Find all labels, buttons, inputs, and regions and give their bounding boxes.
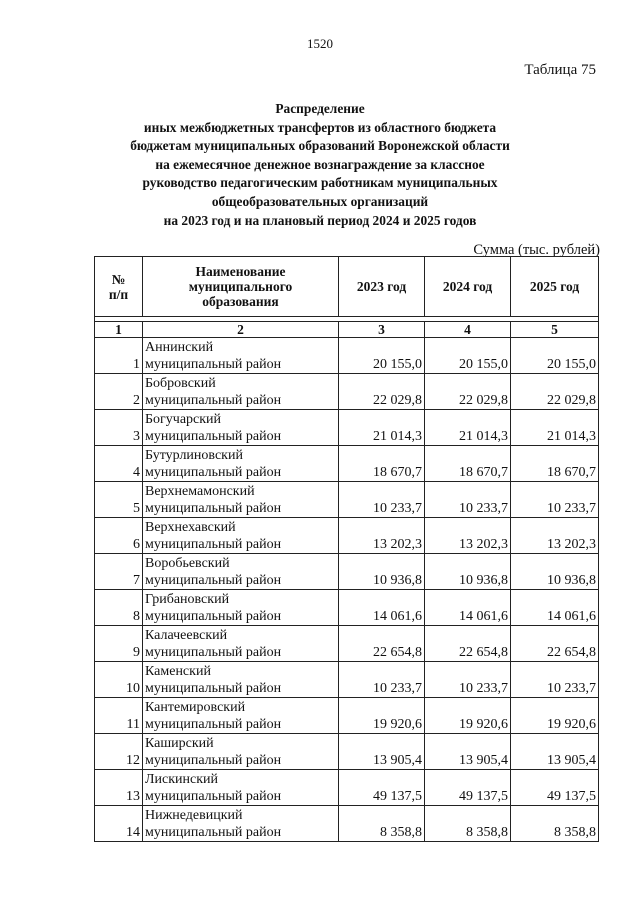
header-2024: 2024 год (425, 257, 511, 317)
amount-2024: 20 155,0 (425, 338, 511, 374)
row-number: 2 (95, 374, 143, 410)
amount-2023: 20 155,0 (339, 338, 425, 374)
amount-2023: 19 920,6 (339, 698, 425, 734)
amount-2024: 21 014,3 (425, 410, 511, 446)
amount-2025: 10 936,8 (511, 554, 599, 590)
amount-2023: 14 061,6 (339, 590, 425, 626)
amount-2024: 14 061,6 (425, 590, 511, 626)
municipality-name: Богучарский муниципальный район (143, 410, 339, 446)
row-number: 7 (95, 554, 143, 590)
amount-2023: 13 905,4 (339, 734, 425, 770)
amount-2025: 10 233,7 (511, 662, 599, 698)
table-body (95, 338, 599, 842)
municipality-name: Верхнемамонский муниципальный район (143, 482, 339, 518)
amount-2023: 22 654,8 (339, 626, 425, 662)
municipality-name: Каменский муниципальный район (143, 662, 339, 698)
row-number: 13 (95, 770, 143, 806)
column-number: 1 (95, 322, 143, 338)
amount-2023: 8 358,8 (339, 806, 425, 842)
table-row (95, 626, 599, 662)
column-number-row (95, 322, 599, 338)
title-line: на ежемесячное денежное вознаграждение за классное (155, 156, 485, 172)
row-number: 8 (95, 590, 143, 626)
amount-2025: 21 014,3 (511, 410, 599, 446)
amount-2023: 22 029,8 (339, 374, 425, 410)
amount-2025: 22 029,8 (511, 374, 599, 410)
table-row (95, 662, 599, 698)
amount-2024: 22 029,8 (425, 374, 511, 410)
row-number: 12 (95, 734, 143, 770)
amount-2025: 13 202,3 (511, 518, 599, 554)
amount-2024: 18 670,7 (425, 446, 511, 482)
row-number: 11 (95, 698, 143, 734)
title-line: на 2023 год и на плановый период 2024 и 2025 годов (163, 212, 477, 228)
row-number: 9 (95, 626, 143, 662)
document-title (60, 100, 580, 230)
amount-2023: 18 670,7 (339, 446, 425, 482)
table-row (95, 734, 599, 770)
column-number: 2 (143, 322, 339, 338)
amount-2025: 10 233,7 (511, 482, 599, 518)
amount-2025: 19 920,6 (511, 698, 599, 734)
amount-2025: 20 155,0 (511, 338, 599, 374)
table-header-row (95, 257, 599, 317)
header-name: Наименование муниципального образования (143, 257, 339, 317)
amount-2023: 21 014,3 (339, 410, 425, 446)
row-number: 6 (95, 518, 143, 554)
amount-2023: 49 137,5 (339, 770, 425, 806)
municipality-name: Аннинский муниципальный район (143, 338, 339, 374)
row-number: 3 (95, 410, 143, 446)
table-row (95, 770, 599, 806)
table-row (95, 446, 599, 482)
table-row (95, 806, 599, 842)
table-row (95, 374, 599, 410)
amount-2024: 10 233,7 (425, 482, 511, 518)
amount-2025: 49 137,5 (511, 770, 599, 806)
municipality-name: Бобровский муниципальный район (143, 374, 339, 410)
title-line: руководство педагогическим работникам муниципальных (142, 175, 498, 191)
column-number: 4 (425, 322, 511, 338)
municipality-name: Бутурлиновский муниципальный район (143, 446, 339, 482)
title-line: иных межбюджетных трансфертов из областного бюджета (143, 119, 497, 135)
header-num: № п/п (95, 257, 143, 317)
table-row (95, 410, 599, 446)
amount-2024: 22 654,8 (425, 626, 511, 662)
title-line: Распределение (275, 101, 365, 116)
units-label: Сумма (тыс. рублей) (473, 242, 600, 258)
column-number: 5 (511, 322, 599, 338)
table-row (95, 554, 599, 590)
row-number: 14 (95, 806, 143, 842)
municipality-name: Кантемировский муниципальный район (143, 698, 339, 734)
row-number: 10 (95, 662, 143, 698)
amount-2025: 14 061,6 (511, 590, 599, 626)
amount-2023: 13 202,3 (339, 518, 425, 554)
amount-2024: 19 920,6 (425, 698, 511, 734)
table-row (95, 338, 599, 374)
table-row (95, 518, 599, 554)
municipality-name: Грибановский муниципальный район (143, 590, 339, 626)
table-row (95, 698, 599, 734)
amount-2023: 10 233,7 (339, 482, 425, 518)
row-number: 5 (95, 482, 143, 518)
column-number: 3 (339, 322, 425, 338)
municipality-name: Верхнехавский муниципальный район (143, 518, 339, 554)
amount-2024: 13 905,4 (425, 734, 511, 770)
row-number: 4 (95, 446, 143, 482)
municipality-name: Нижнедевицкий муниципальный район (143, 806, 339, 842)
amount-2024: 10 233,7 (425, 662, 511, 698)
title-line: бюджетам муниципальных образований Воронежской области (130, 138, 510, 154)
amount-2024: 10 936,8 (425, 554, 511, 590)
amount-2024: 8 358,8 (425, 806, 511, 842)
municipality-name: Воробьевский муниципальный район (143, 554, 339, 590)
municipality-name: Калачеевский муниципальный район (143, 626, 339, 662)
municipality-name: Каширский муниципальный район (143, 734, 339, 770)
municipality-name: Лискинский муниципальный район (143, 770, 339, 806)
table-row (95, 482, 599, 518)
amount-2024: 13 202,3 (425, 518, 511, 554)
amount-2025: 18 670,7 (511, 446, 599, 482)
amount-2023: 10 936,8 (339, 554, 425, 590)
amount-2025: 8 358,8 (511, 806, 599, 842)
page-number: 1520 (307, 36, 333, 51)
table-row (95, 590, 599, 626)
row-number: 1 (95, 338, 143, 374)
title-line: общеобразовательных организаций (211, 193, 429, 209)
amount-2024: 49 137,5 (425, 770, 511, 806)
amount-2025: 22 654,8 (511, 626, 599, 662)
table-label: Таблица 75 (524, 62, 596, 78)
amount-2025: 13 905,4 (511, 734, 599, 770)
header-2023: 2023 год (339, 257, 425, 317)
header-2025: 2025 год (511, 257, 599, 317)
amount-2023: 10 233,7 (339, 662, 425, 698)
allocation-table (94, 256, 599, 842)
